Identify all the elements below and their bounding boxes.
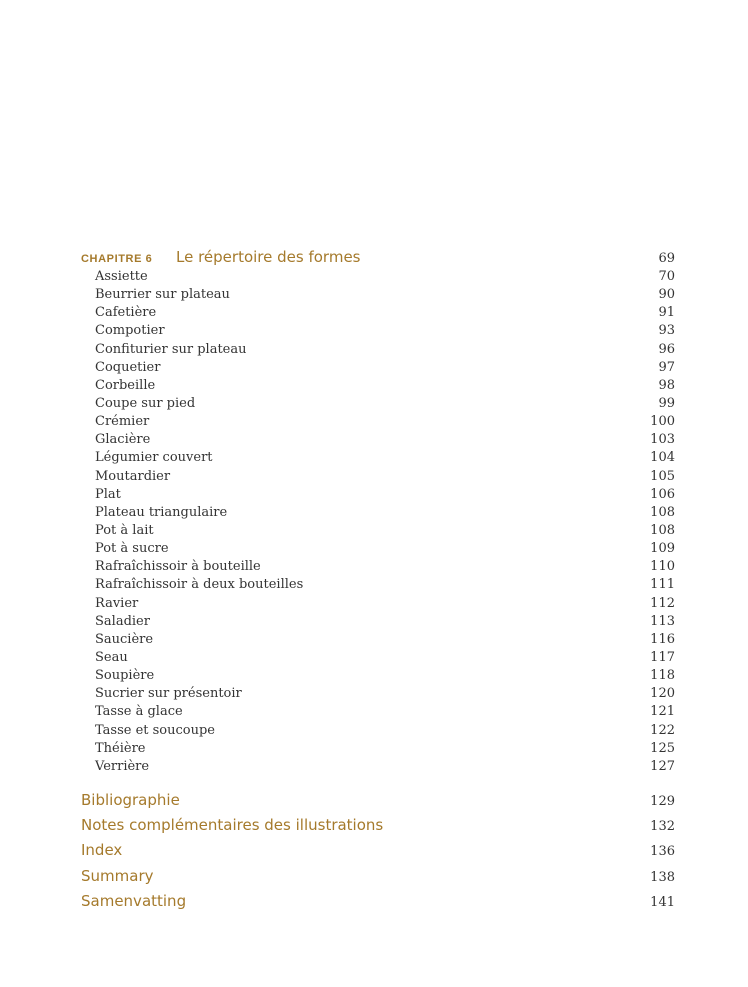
toc-entry-title: Rafraîchissoir à bouteille	[95, 559, 261, 575]
toc-entry-title: Moutardier	[95, 468, 171, 484]
toc-section	[81, 813, 675, 838]
toc-entry-page-number: 121	[650, 704, 675, 720]
toc-entry	[95, 431, 675, 449]
toc-entry	[95, 413, 675, 431]
toc-entry	[95, 631, 675, 649]
toc-entry-page-number: 91	[658, 305, 675, 321]
toc-entry	[95, 377, 675, 395]
toc-section	[81, 838, 675, 863]
toc-entry-page-number: 106	[650, 486, 675, 502]
toc-entry-page-number: 93	[658, 323, 675, 339]
toc-entry-page-number: 122	[650, 722, 675, 738]
toc-entry-page-number: 103	[650, 432, 675, 448]
toc-entry	[95, 395, 675, 413]
toc-entry-list	[95, 268, 675, 776]
toc-entry-title: Sucrier sur présentoir	[95, 686, 242, 702]
toc-entry	[95, 595, 675, 613]
toc-entry	[95, 758, 675, 776]
chapter-title: Le répertoire des formes	[176, 248, 361, 266]
toc-entry-title: Plat	[95, 486, 121, 502]
toc-entry-page-number: 96	[658, 341, 675, 357]
toc-entry-page-number: 117	[650, 649, 675, 665]
toc-entry-page-number: 118	[650, 668, 675, 684]
toc-entry	[95, 613, 675, 631]
toc-entry-page-number: 99	[658, 395, 675, 411]
toc-entry	[95, 468, 675, 486]
toc-entry-page-number: 70	[658, 269, 675, 284]
toc-section-page-number: 141	[650, 894, 675, 910]
toc-entry	[95, 722, 675, 740]
toc-section-title: Notes complémentaires des illustrations	[81, 816, 384, 835]
toc-section-page-number: 136	[650, 844, 675, 860]
toc-entry-page-number: 127	[650, 758, 675, 774]
toc-entry-page-number: 100	[650, 414, 675, 430]
toc-entry-title: Confiturier sur plateau	[95, 341, 247, 357]
toc-entry-title: Corbeille	[95, 377, 156, 393]
chapter-label: CHAPITRE 6	[81, 253, 153, 265]
toc-entry-title: Seau	[95, 649, 128, 665]
toc-section-page-number: 129	[650, 794, 675, 809]
toc-entry-title: Compotier	[95, 323, 165, 339]
toc-entry-page-number: 108	[650, 504, 675, 520]
toc-entry-title: Plateau triangulaire	[95, 504, 228, 520]
toc-entry	[95, 558, 675, 576]
toc-entry-title: Verrière	[95, 758, 150, 774]
toc-entry-title: Cafetière	[95, 305, 157, 321]
toc-entry	[95, 286, 675, 304]
toc-entry-page-number: 111	[650, 577, 675, 593]
toc-section-title: Samenvatting	[81, 891, 187, 910]
toc-entry-page-number: 90	[658, 287, 675, 303]
toc-entry	[95, 322, 675, 340]
toc-entry	[95, 576, 675, 594]
toc-section-title: Index	[81, 841, 123, 860]
toc-entry-title: Légumier couvert	[95, 450, 213, 466]
toc-entry	[95, 649, 675, 667]
toc-entry-title: Beurrier sur plateau	[95, 287, 230, 303]
toc-entry	[95, 522, 675, 540]
toc-entry	[95, 341, 675, 359]
toc-entry-page-number: 120	[650, 686, 675, 702]
toc-entry-page-number: 105	[650, 468, 675, 484]
toc-entry-title: Saucière	[95, 631, 154, 647]
toc-entry-title: Pot à sucre	[95, 541, 169, 557]
toc-entry-title: Ravier	[95, 595, 139, 611]
toc-section-list	[81, 788, 675, 914]
toc-entry-title: Crémier	[95, 414, 150, 430]
toc-entry-title: Rafraîchissoir à deux bouteilles	[95, 577, 304, 593]
toc-entry-title: Assiette	[95, 269, 148, 284]
toc-entry	[95, 304, 675, 322]
toc-entry-page-number: 97	[658, 359, 675, 375]
toc-section-title: Summary	[81, 866, 154, 885]
chapter-heading	[81, 248, 675, 270]
toc-section-title: Bibliographie	[81, 791, 180, 809]
chapter-page-number: 69	[658, 251, 675, 266]
toc-section	[81, 788, 675, 813]
toc-entry-title: Tasse à glace	[95, 704, 183, 720]
toc-entry-page-number: 112	[650, 595, 675, 611]
toc-entry-page-number: 116	[650, 631, 675, 647]
toc-entry	[95, 685, 675, 703]
toc-entry-title: Soupière	[95, 668, 155, 684]
toc-entry	[95, 703, 675, 721]
toc-entry-title: Saladier	[95, 613, 150, 629]
toc-entry-page-number: 125	[650, 740, 675, 756]
toc-entry	[95, 359, 675, 377]
toc-entry	[95, 504, 675, 522]
toc-entry-title: Coquetier	[95, 359, 161, 375]
toc-entry-title: Tasse et soucoupe	[95, 722, 215, 738]
toc-entry	[95, 740, 675, 758]
toc-section	[81, 889, 675, 914]
toc-entry-title: Pot à lait	[95, 522, 154, 538]
toc-entry-page-number: 110	[650, 559, 675, 575]
toc-entry-page-number: 113	[650, 613, 675, 629]
toc-section	[81, 864, 675, 889]
toc-entry-page-number: 109	[650, 541, 675, 557]
toc-entry-title: Glacière	[95, 432, 151, 448]
toc-entry	[95, 540, 675, 558]
toc-section-page-number: 138	[650, 869, 675, 885]
toc-entry	[95, 449, 675, 467]
toc-entry	[95, 486, 675, 504]
toc-entry-page-number: 108	[650, 522, 675, 538]
toc-entry-title: Coupe sur pied	[95, 395, 196, 411]
toc-entry	[95, 268, 675, 286]
toc-entry-title: Théière	[95, 740, 146, 756]
toc-entry-page-number: 98	[658, 377, 675, 393]
toc-section-page-number: 132	[650, 819, 675, 835]
toc-entry-page-number: 104	[650, 450, 675, 466]
toc-entry	[95, 667, 675, 685]
